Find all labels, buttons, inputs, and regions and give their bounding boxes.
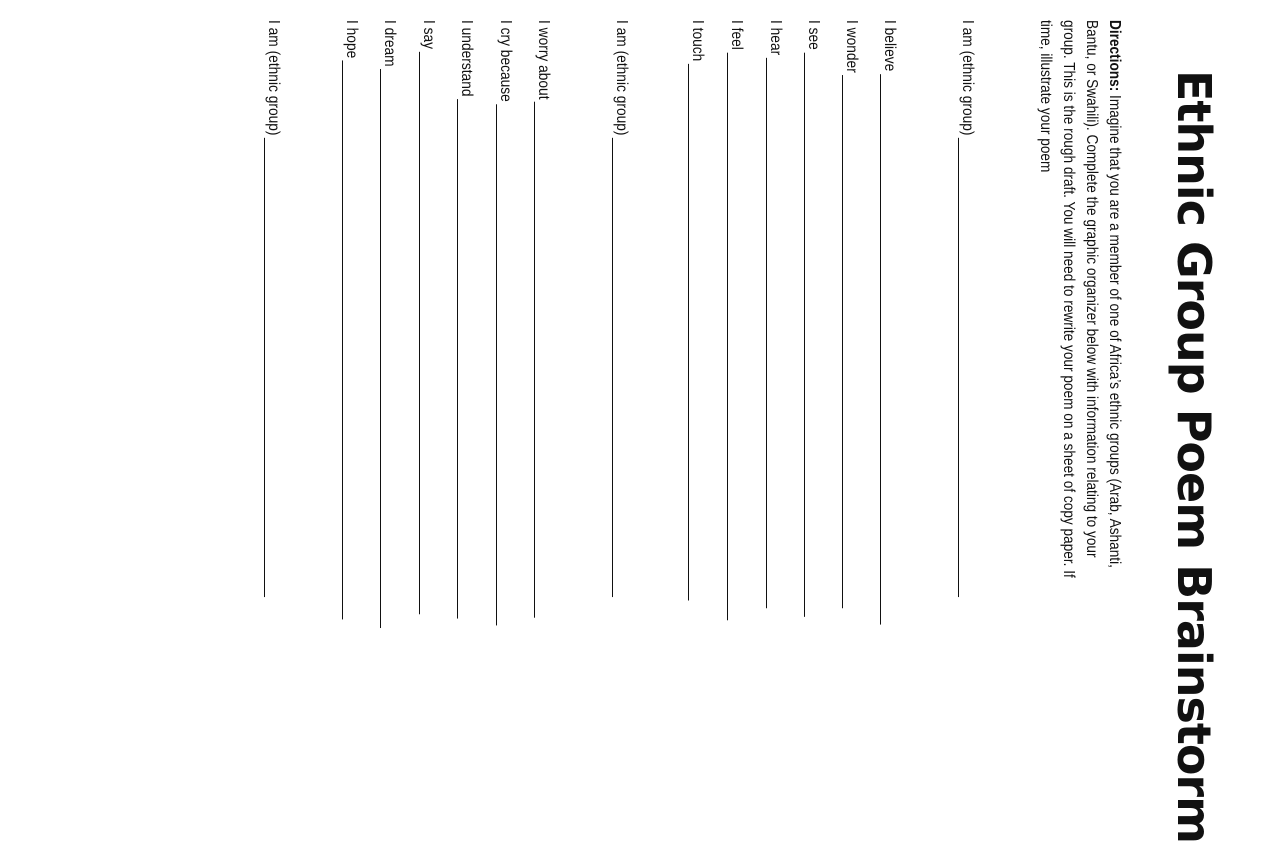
- answer-line[interactable]: [880, 74, 896, 624]
- prompt-label: I feel: [728, 20, 745, 50]
- prompt-label: I dream: [381, 20, 398, 67]
- prompt-row: [419, 20, 437, 614]
- prompt-label: I touch: [689, 20, 706, 62]
- answer-line[interactable]: [419, 52, 435, 614]
- prompt-row: [534, 20, 552, 618]
- prompt-row: [688, 20, 706, 601]
- prompt-label: I am (ethnic group): [613, 20, 630, 136]
- answer-line[interactable]: [958, 138, 974, 597]
- prompt-label: I cry because: [497, 20, 514, 102]
- prompt-label: I hear: [767, 20, 784, 56]
- answer-line[interactable]: [342, 61, 358, 620]
- prompt-row: [880, 20, 898, 624]
- prompt-row: [457, 20, 475, 619]
- answer-line[interactable]: [264, 138, 280, 597]
- prompt-row: [612, 20, 630, 597]
- answer-line[interactable]: [534, 102, 550, 618]
- prompt-label: I am (ethnic group): [959, 20, 976, 136]
- answer-line[interactable]: [380, 69, 396, 628]
- prompt-label: I say: [420, 20, 437, 50]
- directions: [1034, 20, 1126, 583]
- prompt-label: I hope: [343, 20, 360, 59]
- answer-line[interactable]: [457, 99, 473, 618]
- answer-line[interactable]: [688, 64, 704, 601]
- answer-line[interactable]: [727, 52, 743, 620]
- prompt-row: [342, 20, 360, 620]
- prompt-label: I am (ethnic group): [265, 20, 282, 136]
- prompt-row: [264, 20, 282, 597]
- prompt-label: I see: [805, 20, 822, 50]
- prompt-row: [804, 20, 822, 617]
- prompt-label: I believe: [881, 20, 898, 72]
- prompt-label: I wonder: [843, 20, 860, 73]
- prompt-row: [727, 20, 745, 620]
- prompt-row: [842, 20, 860, 609]
- directions-label: Directions:: [1106, 20, 1123, 92]
- worksheet-title: Ethnic Group Poem Brainstorm: [1167, 70, 1221, 843]
- prompt-row: [496, 20, 514, 626]
- prompt-label: I worry about: [535, 20, 552, 100]
- answer-line[interactable]: [842, 75, 858, 608]
- answer-line[interactable]: [496, 104, 512, 625]
- prompt-row: [958, 20, 976, 597]
- directions-text: Imagine that you are a member of one of Africa’s ethnic groups (Arab, Ashanti, Bantu, or Swahili). Complete the graphic organizer below with information relating to your group. This is the rough draft. You will need to rewrite your poem on a sheet of copy paper. If time, illustrate your poem: [1037, 20, 1123, 578]
- answer-line[interactable]: [766, 58, 782, 608]
- prompt-row: [380, 20, 398, 628]
- prompt-label: I understand: [458, 20, 475, 97]
- prompt-row: [766, 20, 784, 608]
- answer-line[interactable]: [612, 138, 628, 597]
- answer-line[interactable]: [804, 52, 820, 616]
